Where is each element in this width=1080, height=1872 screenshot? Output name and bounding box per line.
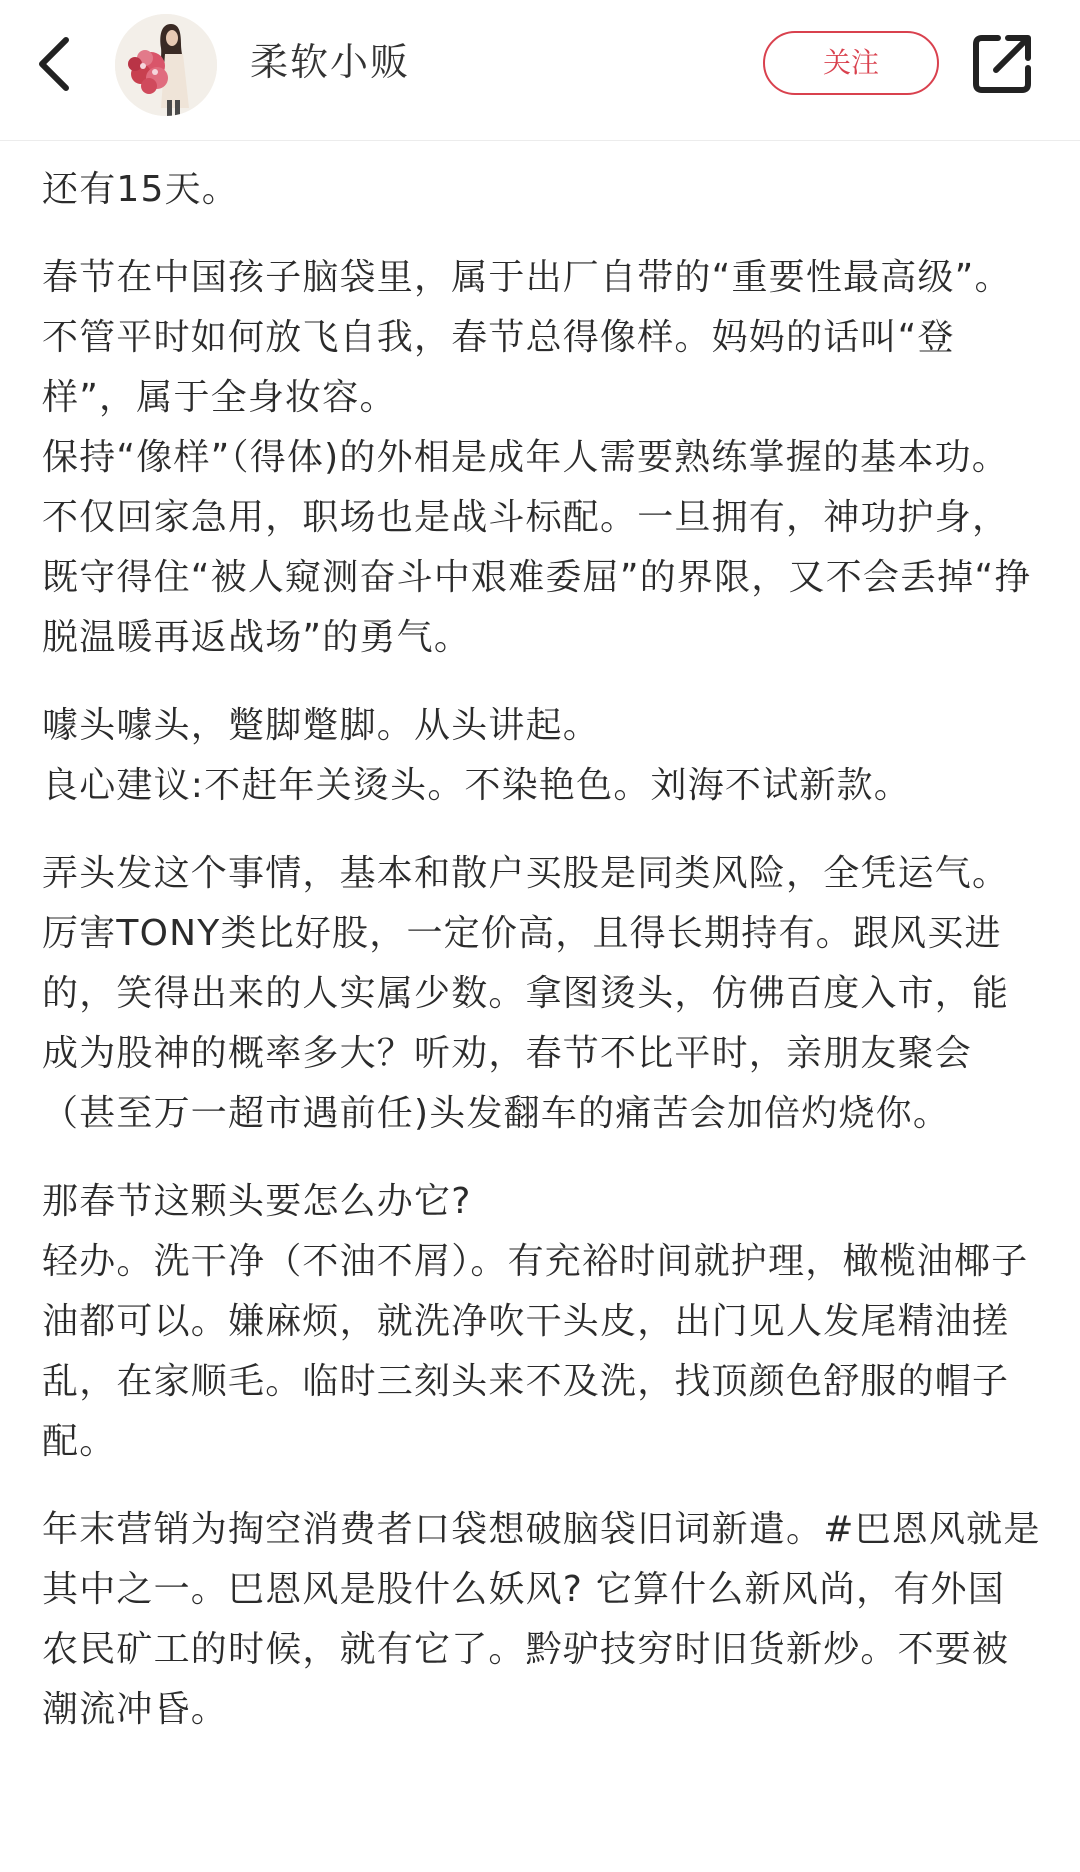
author-name[interactable]: 柔软小贩 <box>250 40 411 84</box>
back-button[interactable] <box>30 28 86 100</box>
paragraph: 还有15天。 <box>42 169 240 210</box>
paragraph: 春节在中国孩子脑袋里，属于出厂自带的“重要性最高级”。不管平时如何放飞自我，春节总得像样。妈妈的话叫“登样”，属于全身妆容。 保持“像样”（得体)的外相是成年人需要熟练掌握的基本功。不仅回家急用，职场也是战斗标配。一旦拥有，神功护身，既守得住“被人窥测奋斗中艰难委屈”的界限，又不会丢掉“挣脱温暖再返战场”的勇气。 <box>42 257 1032 658</box>
share-button[interactable] <box>970 30 1034 96</box>
paragraph: 弄头发这个事情，基本和散户买股是同类风险，全凭运气。厉害TONY类比好股，一定价高，且得长期持有。跟风买进的，笑得出来的人实属少数。拿图烫头，仿佛百度入市，能成为股神的概率多大？听劝，春节不比平时，亲朋友聚会（甚至万一超市遇前任)头发翻车的痛苦会加倍灼烧你。 <box>42 853 1010 1134</box>
paragraph: 那春节这颗头要怎么办它? 轻办。洗干净（不油不屑）。有充裕时间就护理，橄榄油椰子油都可以。嫌麻烦，就洗净吹干头皮，出门见人发尾精油搓乱，在家顺毛。临时三刻头来不及洗，找顶颜色舒服的帽子配。 <box>42 1181 1029 1462</box>
chevron-left-icon <box>30 28 86 100</box>
share-icon <box>970 30 1034 96</box>
top-bar <box>0 0 1080 141</box>
paragraph: 噱头噱头，蹩脚蹩脚。从头讲起。 良心建议:不赶年关烫头。不染艳色。刘海不试新款。 <box>42 705 911 806</box>
avatar-woman-with-flowers-icon <box>115 14 217 116</box>
follow-button[interactable]: 关注 <box>763 31 939 95</box>
paragraph: 年末营销为掏空消费者口袋想破脑袋旧词新遣。#巴恩风就是其中之一。巴恩风是股什么妖风? 它算什么新风尚，有外国农民矿工的时候，就有它了。黔驴技穷时旧货新炒。不要被潮流冲昏。 <box>42 1509 1041 1730</box>
avatar[interactable] <box>115 14 217 116</box>
article-body <box>42 160 1042 1768</box>
